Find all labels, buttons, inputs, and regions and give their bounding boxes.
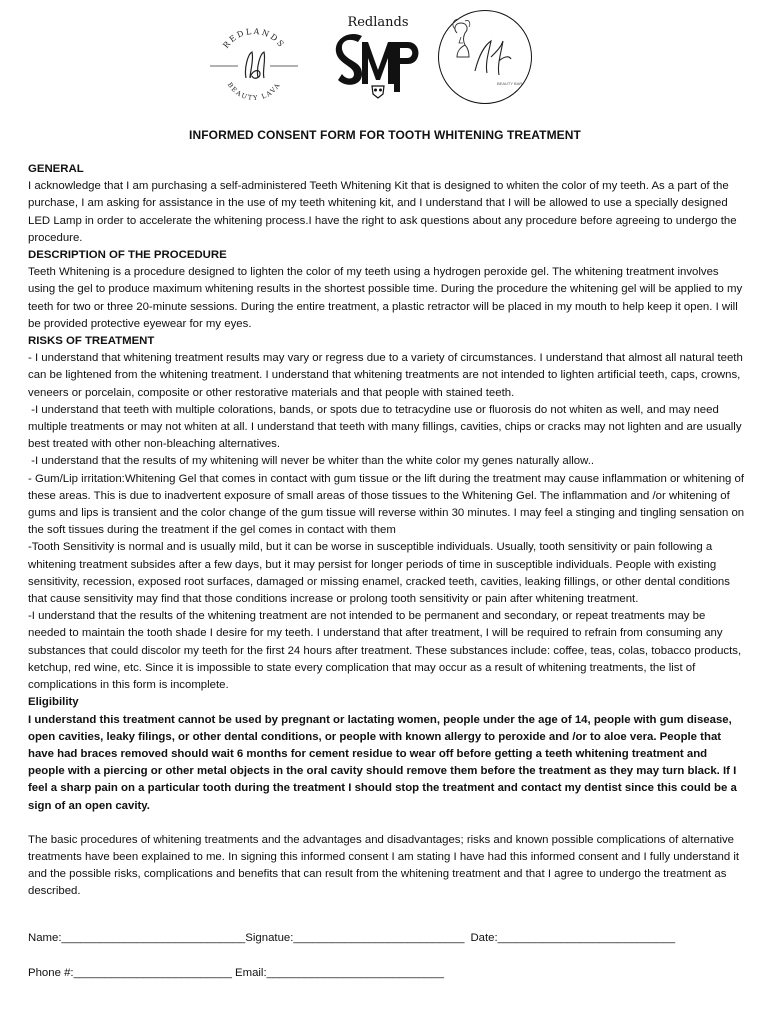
- general-heading: GENERAL: [28, 163, 84, 175]
- description-heading: DESCRIPTION OF THE PROCEDURE: [28, 249, 227, 262]
- risk-item: - Gum/Lip irritation:Whitening Gel that comes in contact with gum tissue or the lift during the treatment may cause inflammation or whitening of these areas. This is due to inadvertent exposure of small areas of those tissues to the Whitening Gel. The inflammation and /or whitening of gums and lips is transient and the color change of the gum tissue will reverse within 30 minutes. I may feel a stinging and tingling sensation on the soft tissues during the treatment if the gel comes in contact with them: [28, 472, 748, 537]
- yaki-circle-frame: [438, 10, 532, 104]
- redlands-beauty-logo: [208, 20, 300, 112]
- yaki-beauty-logo: [438, 10, 534, 106]
- risk-item: -Tooth Sensitivity is normal and is usually mild, but it can be worse in susceptible individuals. Usually, tooth sensitivity or pain following a whitening treatment subsides after a few days, but it may persist for longer periods of time in susceptible individuals. People with existing sensitivity, recession, exposed root surfaces, damaged or missing enamel, cracked teeth, cavities, leaking fillings, or other dental conditions that cause sensitivity may find that those conditions increase or prolong tooth sensitivity or pain after whitening treatment.: [28, 541, 734, 606]
- risk-item: - I understand that whitening treatment results may vary or regress due to a variety of circumstances. I understand that almost all natural teeth can be lightened from the whitening treatment. I understand that whitening treatments are not intended to lighten artificial teeth, caps, crowns, veneers or porcelain, composite or other restorative materials and that people with stained teeth.: [28, 352, 746, 399]
- signature-field[interactable]: Signatue:___________________________: [245, 932, 465, 944]
- risk-item: -I understand that teeth with multiple colorations, bands, or spots due to tetracydine use or fluorosis do not whiten as well, and may need multiple treatments or may not whiten at all. I understand that teeth with many fillings, cavities, chips or cracks may not lighten and are usually best treated with other non-bleaching alternatives.: [28, 403, 745, 451]
- svg-text:Redlands: Redlands: [347, 15, 409, 30]
- name-field[interactable]: Name:_____________________________: [28, 932, 246, 944]
- risk-item: -I understand that the results of the whitening treatment are not intended to be permanent and secondary, or repeat treatments may be needed to maintain the tooth shade I desire for my teeth. I understand that after treatment, I will be required to refrain from consuming any substances that could discolor my teeth for the first 24 hours after treatment. These substances include: coffee, teas, colas, tobacco products, ketchup, red wine, etc. Since it is impossible to state every complication that may occur as a result of whitening treatments, the list of complications in this form is incomplete.: [28, 610, 745, 692]
- date-field[interactable]: Date:____________________________: [470, 932, 676, 944]
- risk-item: -I understand that the results of my whitening will never be whiter than the white color my genes naturally allow..: [28, 455, 595, 468]
- contact-row: [28, 967, 746, 979]
- woman-silhouette-icon: [439, 11, 531, 103]
- form-body: [28, 161, 746, 901]
- logo-header: [0, 8, 770, 108]
- description-text: Teeth Whitening is a procedure designed to lighten the color of my teeth using a hydrogen peroxide gel. The whitening treatment involves using the gel to produce maximum whitening results in the shortest possible time. During the procedure the whitening gel will be applied to my teeth for two or three 20-minute sessions. During the entire treatment, a plastic retractor will be placed in my mouth to help keep it open. I will be provided protective eyewear for my eyes.: [28, 266, 743, 330]
- form-title: INFORMED CONSENT FORM FOR TOOTH WHITENING TREATMENT: [189, 128, 581, 142]
- eligibility-text: I understand this treatment cannot be used by pregnant or lactating women, people under the age of 14, people with gum disease, open cavities, leaky filings, or other dental conditions, or people with known allergy to peroxide and /or to aloe vera. People that have had braces removed should wait 6 months for cement residue to wear off before getting a teeth whitening treatment and people with a piercing or other metal objects in the oral cavity should remove them before the treatment as they may turn black. If I feel a sharp pain on a particular tooth during the treatment I should stop the treatment and contact my dentist since this could be a sign of an open cavity.: [28, 713, 737, 812]
- svg-text:BEAUTY LAVA: BEAUTY LAVA: [225, 80, 283, 103]
- redlands-smp-logo: [328, 8, 428, 108]
- eligibility-heading: Eligibility: [28, 696, 79, 709]
- smp-logo-icon: [328, 8, 428, 108]
- closing-text: The basic procedures of whitening treatments and the advantages and disadvantages; risks and known possible complications of alternative treatments have been explained to me. In signing this informed consent I am stating I have had this informed consent and I fully understand it and the possible risks, complications and benefits that can result from the whitening treatment and that I agree to undergo the treatment as described.: [28, 833, 740, 898]
- yaki-brand-subtext: BEAUTY BAR: [497, 81, 523, 86]
- signature-row: [28, 932, 746, 944]
- phone-field[interactable]: Phone #:_________________________: [28, 967, 232, 979]
- risks-heading: RISKS OF TREATMENT: [28, 335, 155, 348]
- svg-text:REDLANDS: REDLANDS: [221, 26, 287, 51]
- spacer: [28, 815, 746, 832]
- general-text: I acknowledge that I am purchasing a self-administered Teeth Whitening Kit that is designed to whiten the color of my teeth. As a part of the purchase, I am asking for assistance in the use of my teeth whitening kit, and I understand that I will be allowed to use a specially designed LED Lamp in order to accelerate the whitening process.I have the right to ask questions about any procedure before agreeing to undergo the procedure.: [28, 180, 737, 244]
- email-field[interactable]: Email:____________________________: [234, 967, 445, 979]
- redlands-circle-logo-icon: [208, 20, 300, 112]
